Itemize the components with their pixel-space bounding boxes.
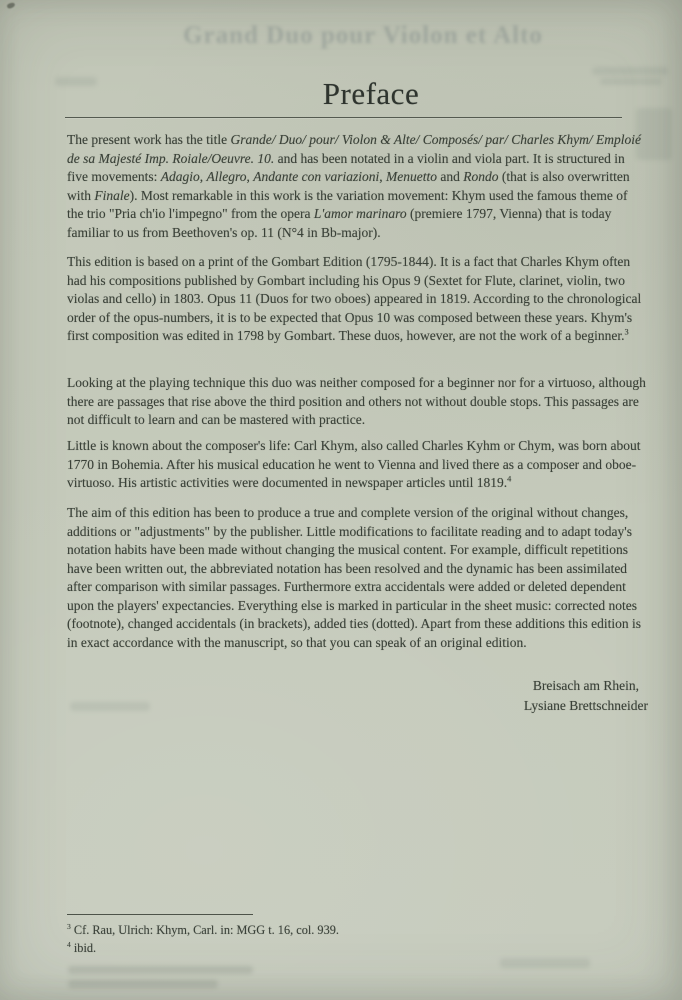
footnote-list [67, 921, 627, 957]
bleedthrough-smudge [68, 980, 218, 988]
footnote-divider [67, 914, 253, 915]
footnote-item [67, 939, 627, 957]
signature-name: Lysiane Brettschneider [523, 697, 648, 713]
preface-paragraph-5: The aim of this edition has been to produce a true and complete version of the original without changes, additions or "adjustments" by the publisher. Little modifications to facilitate reading and to adapt today's notation habits have been made without changing the musical content. For example, difficult repetitions have been written out, the abbreviated notation has been resolved and the dynamic has been assimilated after comparison with similar passages. Furthermore extra accidentals were added or deleted dependent upon the players' expectancies. Everything else is marked in particular in the sheet music: corrected notes (footnote), changed accidentals (in brackets), added ties (dotted). Apart from these additions this edition is in exact accordance with the manuscript, so that you can speak of an original edition. [67, 505, 641, 650]
footnote-text: Cf. Rau, Ulrich: Khym, Carl. in: MGG t. 16, col. 939. [73, 923, 339, 937]
preface-paragraph-2: This edition is based on a print of the Gombart Edition (1795-1844). It is a fact that Charles Khym often had his compositions published by Gombart including his Opus 9 (Sextet for Flute, clarinet, violin, two violas and cello) in 1803. Opus 11 (Duos for two oboes) appeared in 1819. According to the chronological order of the opus-numbers, it is to be expected that Opus 10 was composed between these years. Khym's first composition was edited in 1798 by Gombart. These duos, however, are not the work of a beginner.$^3$ [67, 254, 642, 343]
bleedthrough-smudge [68, 966, 253, 974]
preface-paragraph-4: Little is known about the composer's life: Carl Khym, also called Charles Kyhm or Chym, was born about 1770 in Bohemia. After his musical education he went to Vienna and lived there as a composer and oboe-virtuoso. His artistic activities were documented in newspaper articles until 1819.$^4$ [67, 438, 641, 490]
page-title: Preface [322, 76, 420, 111]
title-divider [65, 117, 622, 118]
bleedthrough-smudge [592, 67, 668, 75]
signature-place: Breisach am Rhein, [532, 678, 639, 693]
footnote-marker: 3 [67, 921, 71, 931]
preface-paragraph-3: Looking at the playing technique this duo was neither composed for a beginner nor for a virtuoso, although there are passages that rise above the third position and others not without double stops. This passages are not difficult to learn and can be mastered with practice. [67, 375, 646, 427]
footnote-marker: 4 [67, 939, 71, 949]
bleedthrough-smudge [500, 958, 590, 968]
scan-speck [6, 2, 15, 10]
footnote-text: ibid. [73, 941, 97, 955]
bleedthrough-title: Grand Duo pour Violon et Alto [183, 22, 543, 49]
footnote-item [67, 921, 627, 939]
bleedthrough-smudge [70, 702, 150, 711]
signature-block [524, 676, 648, 715]
preface-paragraph-1: The present work has the title Grande/ Duo/ pour/ Violon & Alte/ Composés/ par/ Charles Khym/ Emploié de sa Majesté Imp. Roiale/Oeuvre. 10. and has been notated in a violin and viola part. It is structured in five movements: Adagio, Allegro, Andante con variazioni, Menuetto and Rondo (that is also overwritten with Finale). Most remarkable in this work is the variation movement: Khym used the famous theme of the trio "Pria ch'io l'impegno" from the opera L'amor marinaro (premiere 1797, Vienna) that is today familiar to us from Beethoven's op. 11 (N°4 in Bb-major). [67, 132, 641, 240]
